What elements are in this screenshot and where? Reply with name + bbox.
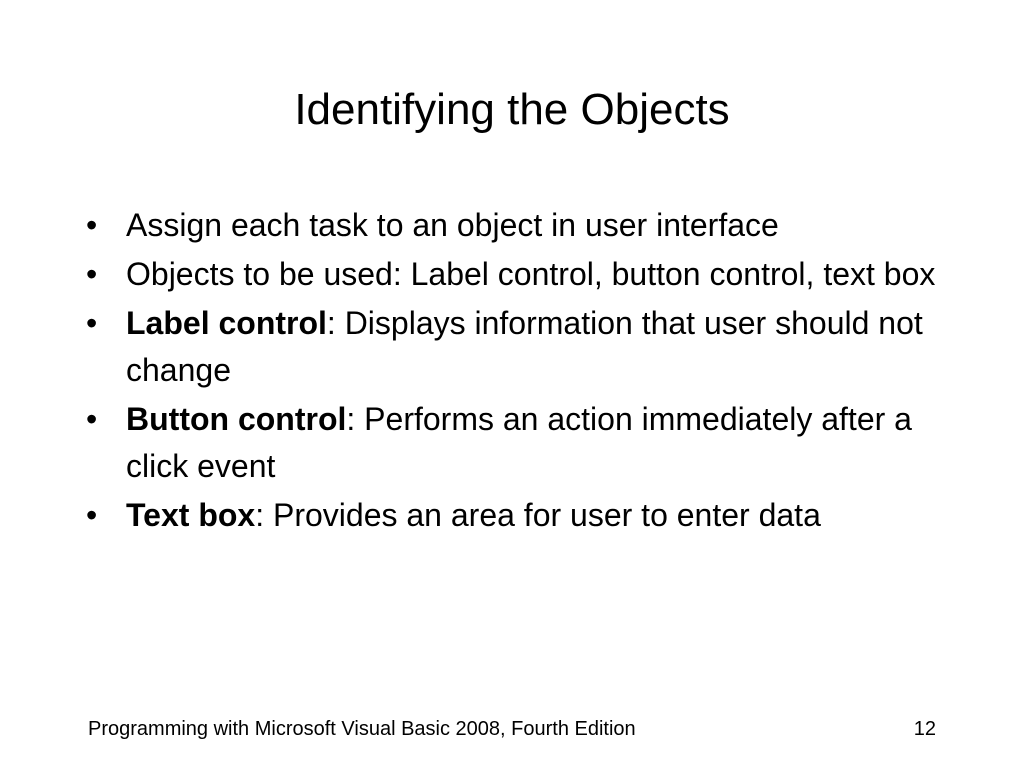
bullet-item (86, 492, 956, 539)
bullet-icon: • (86, 497, 98, 533)
bullet-text: : Displays information that user should not change (126, 305, 923, 388)
bullet-item (86, 396, 956, 490)
bullet-text: Objects to be used: Label control, button control, text box (126, 256, 936, 292)
bullet-item (86, 251, 956, 298)
bullet-text: : Provides an area for user to enter data (255, 497, 821, 533)
bullet-text: : Performs an action immediately after a click event (126, 401, 912, 484)
bullet-icon: • (86, 305, 98, 341)
bullet-list (86, 202, 956, 541)
bullet-term: Text box (126, 497, 256, 533)
bullet-item (86, 202, 956, 249)
bullet-icon: • (86, 401, 98, 437)
bullet-term: Button control (126, 401, 347, 437)
bullet-text: Assign each task to an object in user interface (126, 207, 779, 243)
bullet-item (86, 300, 956, 394)
bullet-term: Label control (126, 305, 327, 341)
slide-title: Identifying the Objects (294, 85, 730, 134)
slide-number: 12 (913, 718, 936, 740)
bullet-icon: • (86, 207, 98, 243)
bullet-icon: • (86, 256, 98, 292)
footer-text: Programming with Microsoft Visual Basic 2008, Fourth Edition (88, 718, 636, 740)
